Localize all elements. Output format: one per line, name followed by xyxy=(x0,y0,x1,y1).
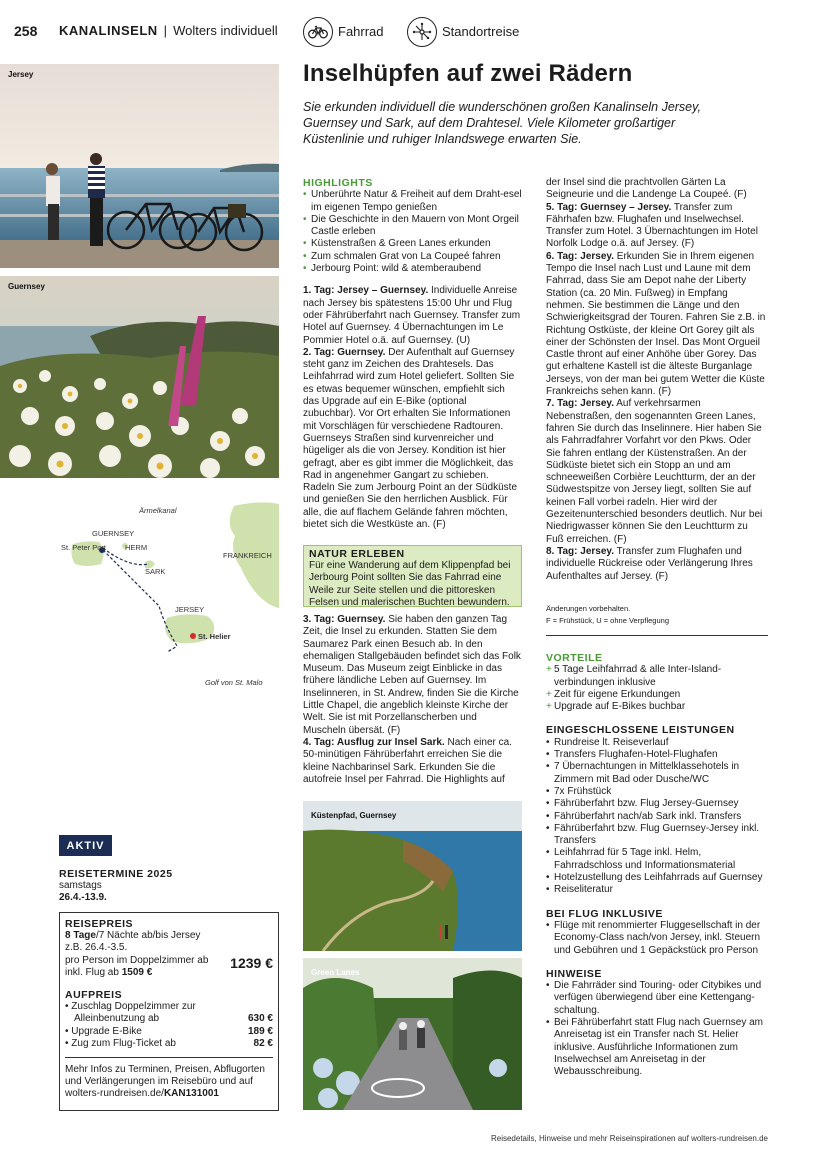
list-item: • Unberührte Natur & Freiheit auf dem Draht-esel im eigenen Tempo genießen xyxy=(303,189,522,214)
day-3: 3. Tag: Guernsey. Sie haben den ganzen Tag Zeit, die Insel zu erkunden. Statten Sie dem Saumarez Park einen Besuch ab. In den ehemaligen Stallgebäuden befindet sich das Folk Museum. Das Museum zeigt Einblicke in das frühere ländliche Leben auf Guernsey. Im Inselinneren, in St. Andrew, finden Sie die Kirche Little Chapel, die angeblich kleinste Kirche der Welt. Sie ist mit Porzellanscherben und Muscheln übersät. (F) xyxy=(303,614,521,736)
list-item: + Zeit für eigene Erkundungen xyxy=(546,689,768,701)
map-label-armelkanal: Ärmelkanal xyxy=(139,506,177,515)
map-channel-islands xyxy=(59,496,279,692)
notes xyxy=(546,603,669,626)
list-item: • Fährüberfahrt nach/ab Sark inkl. Transfers xyxy=(546,811,768,823)
column-2-lists xyxy=(546,652,768,1079)
reisetermine xyxy=(59,868,173,905)
header-title: KANALINSELN | Wolters individuell xyxy=(59,23,278,38)
preis-duration: 8 Tage/7 Nächte ab/bis Jersey xyxy=(65,930,201,942)
column-1 xyxy=(303,177,522,531)
termine-weekday: samstags xyxy=(59,880,102,892)
preis-example: z.B. 26.4.-3.5. xyxy=(65,942,128,954)
list-item: • 7x Frühstück xyxy=(546,786,768,798)
aufpreis-item: • Zug zum Flug-Ticket ab 82 € xyxy=(65,1037,273,1049)
list-item: • Bei Fährüberfahrt statt Flug nach Guernsey am Anreisetag ist ein Transfer nach St. Helier inklusive. Ausführliche Informationen zum Inselwechsel am Anreisetag in der Webausschreibung. xyxy=(546,1017,768,1078)
list-item: • Hotelzustellung des Leihfahrrads auf Guernsey xyxy=(546,872,768,884)
list-item: + Upgrade auf E-Bikes buchbar xyxy=(546,701,768,713)
list-item: • Die Fahrräder sind Touring- oder Citybikes und verfügen überwiegend über eine Kettengang-schaltung. xyxy=(546,980,768,1017)
highlights-heading: HIGHLIGHTS xyxy=(303,177,373,189)
column-1-continued xyxy=(303,614,522,786)
preis-info: Mehr Infos zu Terminen, Preisen, Abflugorten und Verlängerungen im Reisebüro und auf wolters-rundreisen.de/KAN131001 xyxy=(65,1064,265,1100)
divider xyxy=(546,635,768,636)
aufpreis-heading: AUFPREIS xyxy=(65,989,123,1002)
bicycle-label: Fahrrad xyxy=(338,24,384,39)
day-2: 2. Tag: Guernsey. Der Aufenthalt auf Guernsey steht ganz im Zeichen des Drahtesels. Das Leihfahrrad wird zum Hotel geliefert. Sollten Sie es etwas bequemer wünschen, empfiehlt sich das Upgrade auf ein E-Bike (optional zubuchbar). Vor Ort erhalten Sie Informationen mit Vorschlägen für verschiedene Radtouren. Guernseys Straßen sind kurvenreicher und hügeliger als die von Jersey. Kondition ist hier gefragt, aber es gibt immer die Möglichkeit, das Rad in angenehmer Gangart zu schieben. Radeln Sie zum Jerbourg Point an der Südküste und genießen Sie den herrlichen Ausblick. Für alle, die auf flachem Gelände fahren möchten, bietet sich die Westküste an. (F) xyxy=(303,346,518,531)
map-label-guernsey: GUERNSEY xyxy=(92,529,135,538)
price-divider xyxy=(65,1057,273,1058)
hinweise-heading: HINWEISE xyxy=(546,967,602,980)
map-label-st-peter-port: St. Peter Port xyxy=(61,543,107,552)
list-item: • Küstenstraßen & Green Lanes erkunden xyxy=(303,238,522,250)
page-number: 258 xyxy=(14,23,38,39)
intro-text: Sie erkunden individuell die wunderschönen großen Kanalinseln Jersey, Guernsey und Sark, auf dem Drahtesel. Viele Kilometer großartiger Küstenlinie und ruhiger Inlandswege erwarten Sie. xyxy=(303,100,701,146)
hinweise-list xyxy=(546,980,768,1078)
day-4: 4. Tag: Ausflug zur Insel Sark. Nach einer ca. 50-minütigen Fährüberfahrt erreichen Sie die kleine Nachbarinsel Sark. Erkunden Sie die autofreie Insel per Fahrrad. Die Highlights auf xyxy=(303,736,512,785)
footer: Reisedetails, Hinweise und mehr Reiseinspirationen auf wolters-rundreisen.de xyxy=(490,1134,768,1143)
leistungen-heading: EINGESCHLOSSENE LEISTUNGEN xyxy=(546,724,735,737)
note-meals: F = Frühstück, U = ohne Verpflegung xyxy=(546,615,669,625)
list-item: • Rundreise lt. Reiseverlauf xyxy=(546,737,768,749)
main-price: 1239 € xyxy=(230,954,273,971)
list-item: + 5 Tage Leihfahrrad & alle Inter-Island-verbindungen inklusive xyxy=(546,664,768,689)
photo-guernsey xyxy=(0,276,279,478)
star-tour-label: Standortreise xyxy=(442,24,520,39)
series-name: Wolters individuell xyxy=(173,23,278,38)
day-1: 1. Tag: Jersey – Guernsey. Individuelle Anreise nach Jersey bis spätestens 15:00 Uhr und Flug oder Fährüberfahrt nach Guernsey. Transfer zum Hotel auf Guernsey. 4 Übernachtungen im Le Pommier Hotel o.ä. auf Guernsey. (U) xyxy=(303,285,521,346)
list-item: • Zum schmalen Grat von La Coupeé fahren xyxy=(303,251,522,263)
photo-kuestenpfad xyxy=(303,801,522,951)
termine-range: 26.4.-13.9. xyxy=(59,892,107,904)
aufpreis-item: • Zuschlag Doppelzimmer zur Alleinbenutzung ab 630 € xyxy=(65,1001,273,1025)
preis-main-row: pro Person im Doppelzimmer ab inkl. Flug ab 1509 € 1239 € xyxy=(65,954,273,978)
flight-price: 1509 € xyxy=(121,966,153,978)
booking-code: KAN131001 xyxy=(163,1088,219,1100)
column-2 xyxy=(546,177,768,583)
map-label-golf: Golf von St. Malo xyxy=(205,678,263,687)
list-item: • Jerbourg Point: wild & atemberaubend xyxy=(303,263,522,275)
list-item: • Fährüberfahrt bzw. Flug Jersey-Guernsey xyxy=(546,798,768,810)
photo-green-lanes xyxy=(303,958,522,1110)
map-label-frankreich: FRANKREICH xyxy=(223,551,272,560)
bicycle-icon xyxy=(303,17,333,47)
termine-heading: REISETERMINE 2025 xyxy=(59,868,173,880)
leistungen-list xyxy=(546,737,768,897)
list-item: • Fährüberfahrt bzw. Flug Guernsey-Jersey inkl. Transfers xyxy=(546,823,768,848)
price-box xyxy=(59,912,279,1111)
aktiv-badge: AKTIV xyxy=(59,835,112,856)
photo-label-kuestenpfad: Küstenpfad, Guernsey xyxy=(311,811,397,820)
list-item: • Flüge mit renommierter Fluggesellschaft in der Economy-Class nach/von Jersey, inkl. Steuern und Gebühren und 1 Gepäckstück pro Person xyxy=(546,920,768,957)
list-item: • Die Geschichte in den Mauern von Mont Orgeil Castle erleben xyxy=(303,214,522,239)
vorteile-list xyxy=(546,664,768,713)
photo-label-jersey: Jersey xyxy=(8,70,34,79)
list-item: • 7 Übernachtungen in Mittelklassehotels in Zimmern mit Bad oder Dusche/WC xyxy=(546,761,768,786)
natur-heading: NATUR ERLEBEN xyxy=(309,548,405,560)
map-label-herm: HERM xyxy=(125,543,148,552)
list-item: • Reiseliteratur xyxy=(546,884,768,896)
map-label-jersey: JERSEY xyxy=(175,605,205,614)
preis-heading: REISEPREIS xyxy=(65,918,134,930)
day-8: 8. Tag: Jersey. Transfer zum Flughafen und individuelle Rückreise oder Verlängerung Ihres Aufenthaltes auf Jersey. (F) xyxy=(546,545,753,582)
note-changes: Änderungen vorbehalten. xyxy=(546,604,631,613)
aufpreis-item: • Upgrade E-Bike 189 € xyxy=(65,1025,273,1037)
flug-list xyxy=(546,920,768,957)
list-item: • Leihfahrrad für 5 Tage inkl. Helm, Fahrradschloss und Informationsmaterial xyxy=(546,847,768,872)
day-7: 7. Tag: Jersey. Auf verkehrsarmen Nebenstraßen, den sogenannten Green Lanes, fahren Sie durch das Inselinnere. Hier haben Sie als Fahrradfahrer Vorfahrt vor den Pkws. Oder Sie fahren entlang der Küstenstraßen. An der Südküste bietet sich ein Stopp an und am schneeweißen Corbière Leuchtturm, der an der Südwestspitze von Jersey liegt, sollten Sie auf keinen Fall vorbei radeln. Hier wird der Gezeitenunterschied besonders deutlich. Nur bei Niedrigwasser können Sie den Leuchtturm zu Fuß erreichen. (F) xyxy=(546,398,763,545)
photo-label-guernsey: Guernsey xyxy=(8,282,45,291)
region-name: KANALINSELN xyxy=(59,23,158,38)
photo-label-green-lanes: Green Lanes xyxy=(311,968,360,977)
day-6: 6. Tag: Jersey. Erkunden Sie in Ihrem eigenen Tempo die Insel nach Lust und Laune mit dem Fahrrad, dass Sie am Depot nahe der Liberty Station (ca. 20 Min. Fußweg) in Empfang nehmen. Sie bestimmen die Länge und den Schwierigkeitsgrad der Touren. Fahren Sie z.B. in Richtung Ostküste, der kleine Ort Gorey gilt als einer der Schönsten der Insel. Das Mont Orgueil Castle thront auf einer Anhöhe über Gorey. Das gut erhaltene Kastell ist die älteste Burganlage Jerseys, von der man bei gutem Wetter die Küste Frankreichs sehen kann. (F) xyxy=(546,250,766,398)
day-5: 5. Tag: Guernsey – Jersey. Transfer zum Fährhafen bzw. Flughafen und Inselwechsel. Transfer zum Hotel. 3 Übernachtungen im Hotel Norfolk Lodge o.ä. auf Jersey. (F) xyxy=(546,201,758,250)
vorteile-heading: VORTEILE xyxy=(546,652,603,664)
map-label-st-helier: St. Helier xyxy=(198,632,231,641)
natur-erleben-box xyxy=(303,545,522,607)
star-tour-icon xyxy=(407,17,437,47)
photo-jersey xyxy=(0,64,279,268)
natur-text: Für eine Wanderung auf dem Klippenpfad bei Jerbourg Point sollten Sie das Fahrrad eine Weile zur Seite stellen und die pittoresken Felsen und malerischen Buchten bewundern. xyxy=(309,560,511,608)
day-4-continued: der Insel sind die prachtvollen Gärten La Seigneurie und die Landenge La Coupeé. (F) xyxy=(546,177,747,201)
page-title: Inselhüpfen auf zwei Rädern xyxy=(303,60,633,87)
map-label-sark: SARK xyxy=(145,567,166,576)
highlights-list xyxy=(303,189,522,275)
flug-heading: BEI FLUG INKLUSIVE xyxy=(546,907,663,920)
list-item: • Transfers Flughafen-Hotel-Flughafen xyxy=(546,749,768,761)
